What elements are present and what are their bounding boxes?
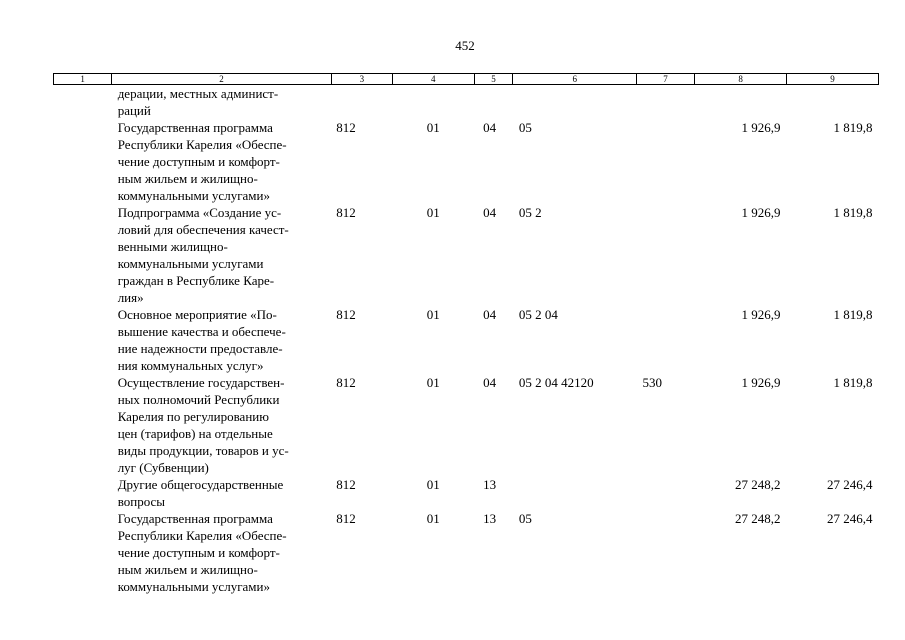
subsection-cell: 04 [483,375,497,390]
column-header: 2 [112,74,332,85]
item-name-cell: дерации, местных админист- раций [117,86,279,118]
subsection-cell: 04 [483,120,497,135]
section-cell [392,85,474,120]
row-number-cell [54,119,112,204]
amount-cell: 1 926,9 [741,375,781,390]
page-number: 452 [455,38,475,53]
target-article-cell: 05 2 04 [518,307,558,322]
table-row [54,476,879,510]
item-name-cell: Государственная программа Республики Карелия «Обеспе- чение доступным и комфорт- ным жильем и жилищно- коммунальными услугами» [117,511,287,594]
column-header: 5 [474,74,513,85]
expense-type-cell [636,476,694,510]
amount-cell [695,85,787,120]
amount-cell: 1 926,9 [741,205,781,220]
item-name-cell: Подпрограмма «Создание ус- ловий для обеспечения качест- венными жилищно- коммунальными услугами граждан в Республике Каре- лия» [117,205,289,305]
column-header: 3 [331,74,392,85]
row-number-cell [54,374,112,476]
table-row [54,510,879,595]
row-number-cell [54,476,112,510]
item-name-cell: Осуществление государствен- ных полномочий Республики Карелия по регулированию цен (тарифов) на отдельные виды продукции, товаров и ус- луг (Субвенции) [117,375,289,475]
table-row [54,306,879,374]
expense-type-cell [636,306,694,374]
code-cell: 812 [336,477,356,492]
section-cell: 01 [426,511,440,526]
amount-cell [787,85,879,120]
table-body [54,85,879,596]
item-name-cell: Другие общегосударственные вопросы [117,477,284,509]
budget-table [53,73,879,595]
code-cell: 812 [336,307,356,322]
expense-type-cell [636,119,694,204]
expense-type-cell [636,510,694,595]
row-number-cell [54,510,112,595]
amount-cell: 27 246,4 [827,477,873,492]
amount-cell: 1 926,9 [741,307,781,322]
code-cell: 812 [336,205,356,220]
table-row [54,204,879,306]
column-header: 4 [392,74,474,85]
code-cell: 812 [336,375,356,390]
amount-cell: 1 819,8 [833,205,873,220]
amount-cell: 27 248,2 [735,511,781,526]
amount-cell: 27 248,2 [735,477,781,492]
row-number-cell [54,306,112,374]
table-row [54,119,879,204]
section-cell: 01 [426,307,440,322]
row-number-cell [54,204,112,306]
code-cell: 812 [336,120,356,135]
target-article-cell [513,85,637,120]
amount-cell: 1 819,8 [833,307,873,322]
subsection-cell: 13 [483,511,497,526]
target-article-cell: 05 2 04 42120 [518,375,594,390]
section-cell: 01 [426,477,440,492]
amount-cell: 1 819,8 [833,120,873,135]
section-cell: 01 [426,205,440,220]
subsection-cell [474,85,513,120]
row-number-cell [54,85,112,120]
section-cell: 01 [426,120,440,135]
column-header: 8 [695,74,787,85]
target-article-cell: 05 2 [518,205,542,220]
column-header: 7 [636,74,694,85]
code-cell: 812 [336,511,356,526]
expense-type-cell: 530 [642,375,662,390]
subsection-cell: 04 [483,205,497,220]
expense-type-cell [636,85,694,120]
column-header: 9 [787,74,879,85]
expense-type-cell [636,204,694,306]
item-name-cell: Государственная программа Республики Карелия «Обеспе- чение доступным и комфорт- ным жильем и жилищно- коммунальными услугами» [117,120,287,203]
subsection-cell: 04 [483,307,497,322]
column-header: 1 [54,74,112,85]
subsection-cell: 13 [483,477,497,492]
column-header: 6 [513,74,637,85]
target-article-cell: 05 [518,511,532,526]
section-cell: 01 [426,375,440,390]
amount-cell: 27 246,4 [827,511,873,526]
table-row [54,374,879,476]
amount-cell: 1 819,8 [833,375,873,390]
item-name-cell: Основное мероприятие «По- вышение качества и обеспече- ние надежности предоставле- ния коммунальных услуг» [117,307,286,373]
code-cell [331,85,392,120]
target-article-cell [513,476,637,510]
target-article-cell: 05 [518,120,532,135]
table-row [54,85,879,120]
column-number-row [54,74,879,85]
amount-cell: 1 926,9 [741,120,781,135]
